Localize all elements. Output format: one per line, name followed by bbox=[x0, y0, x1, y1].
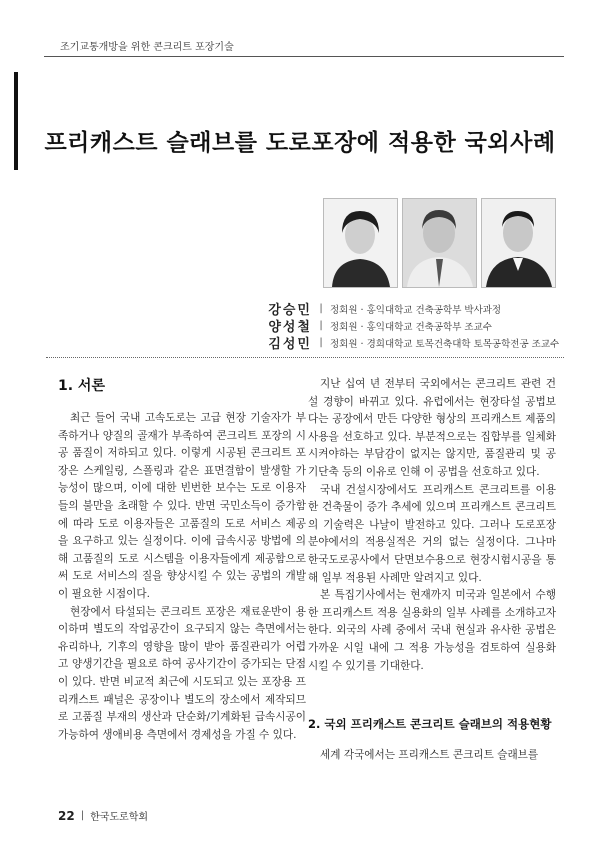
author-affiliation: 정회원 · 홍익대학교 건축공학부 박사과정 bbox=[330, 304, 502, 316]
right-column bbox=[308, 376, 556, 765]
left-column bbox=[58, 376, 306, 744]
author-row bbox=[240, 300, 559, 317]
author-photo-3 bbox=[481, 198, 556, 288]
body-paragraph: 지난 십여 년 전부터 국외에서는 콘크리트 관련 건설 경향이 바뀌고 있다. 유럽에서는 현장타설 공법보다는 공장에서 만든 다양한 형상의 프리캐스트 제품의 사용을 선호하고 있다. 부분적으로는 집합부를 일체화시켜야하는 부담감이 없지는 않지만, 품질관리 및 공기단축 등의 이유로 인해 이 공법을 선호하고 있다. bbox=[308, 378, 556, 478]
author-row bbox=[240, 334, 559, 351]
page-footer bbox=[58, 808, 148, 823]
section-heading: 1. 서론 bbox=[58, 378, 105, 394]
running-header: 조기교통개방을 위한 콘크리트 포장기술 bbox=[60, 42, 234, 53]
header-rule bbox=[44, 56, 564, 57]
author-name: 김성민 bbox=[268, 337, 312, 352]
page-number: 22 bbox=[58, 808, 75, 823]
footer-separator: | bbox=[80, 810, 85, 821]
section-heading: 2. 국외 프리캐스트 콘크리트 슬래브의 적용현황 bbox=[308, 717, 552, 732]
author-photo-2 bbox=[402, 198, 477, 288]
body-paragraph: 세계 각국에서는 프리캐스트 콘크리트 슬래브를 bbox=[320, 749, 539, 762]
author-separator: | bbox=[319, 337, 323, 348]
author-name: 양성철 bbox=[268, 320, 312, 335]
body-paragraph: 국내 건설시장에서도 프리캐스트 콘크리트를 이용한 건축물이 증가 추세에 있으며 프리캐스트 콘크리트의 기술력은 나날이 발전하고 있다. 그러나 도로포장 분야에서의 적용실적은 거의 없는 실정이다. 그나마 한국도로공사에서 단면보수용으로 현장시험시공을 통해 일부 적용된 사례만 알려지고 있다. bbox=[308, 483, 556, 584]
author-separator: | bbox=[319, 320, 323, 331]
author-affiliation: 정회원 · 경희대학교 토목건축대학 토목공학전공 조교수 bbox=[330, 338, 560, 350]
author-list bbox=[240, 300, 559, 351]
author-affiliation: 정회원 · 홍익대학교 건축공학부 조교수 bbox=[330, 321, 492, 333]
section-divider bbox=[46, 357, 564, 358]
body-paragraph: 현장에서 타설되는 콘크리트 포장은 재료운반이 용이하며 별도의 작업공간이 요구되지 않는 측면에서는 유리하나, 기후의 영향을 많이 받아 품질관리가 어렵고 양생기간을 필요로 하여 공사기간이 증가되는 단점이 있다. 반면 비교적 최근에 시도되고 있는 포장용 프리캐스트 패널은 공장이나 별도의 장소에서 제작되므로 고품질 부재의 생산과 단순화/기계화된 급속시공이 가능하여 생애비용 측면에서 경제성을 가질 수 있다. bbox=[58, 605, 306, 741]
author-name: 강승민 bbox=[268, 303, 312, 318]
author-photo-1 bbox=[323, 198, 398, 288]
article-title: 프리캐스트 슬래브를 도로포장에 적용한 국외사례 bbox=[44, 130, 556, 156]
author-separator: | bbox=[319, 303, 323, 314]
body-paragraph: 최근 들어 국내 고속도로는 고급 현장 기술자가 부족하거나 양질의 골재가 부족하여 콘크리트 포장의 시공 품질이 저하되고 있다. 이렇게 시공된 콘크리트 포장은 스케일링, 스폴링과 같은 표면결함이 발생할 가능성이 많으며, 이에 대한 빈번한 보수는 도로 이용자들의 불만을 초래할 수 있다. 반면 국민소득이 증가함에 따라 도로 이용자들은 고품질의 도로 서비스 제공을 요구하고 있는 실정이다. 이에 급속시공 방법에 의해 고품질의 도로 시스템을 이용자들에게 제공함으로써 도로 서비스의 질을 향상시킬 수 있는 공법의 개발이 필요한 시점이다. bbox=[58, 412, 306, 600]
publisher-name: 한국도로학회 bbox=[90, 812, 149, 823]
author-row bbox=[240, 317, 559, 334]
body-paragraph: 본 특집기사에서는 현재까지 미국과 일본에서 수행한 프리캐스트 적용 실용화의 일부 사례를 소개하고자 한다. 외국의 사례 중에서 국내 현실과 유사한 공법은 가까운 시일 내에 그 적용 가능성을 검토하여 실용화시킬 수 있기를 기대한다. bbox=[308, 589, 556, 672]
